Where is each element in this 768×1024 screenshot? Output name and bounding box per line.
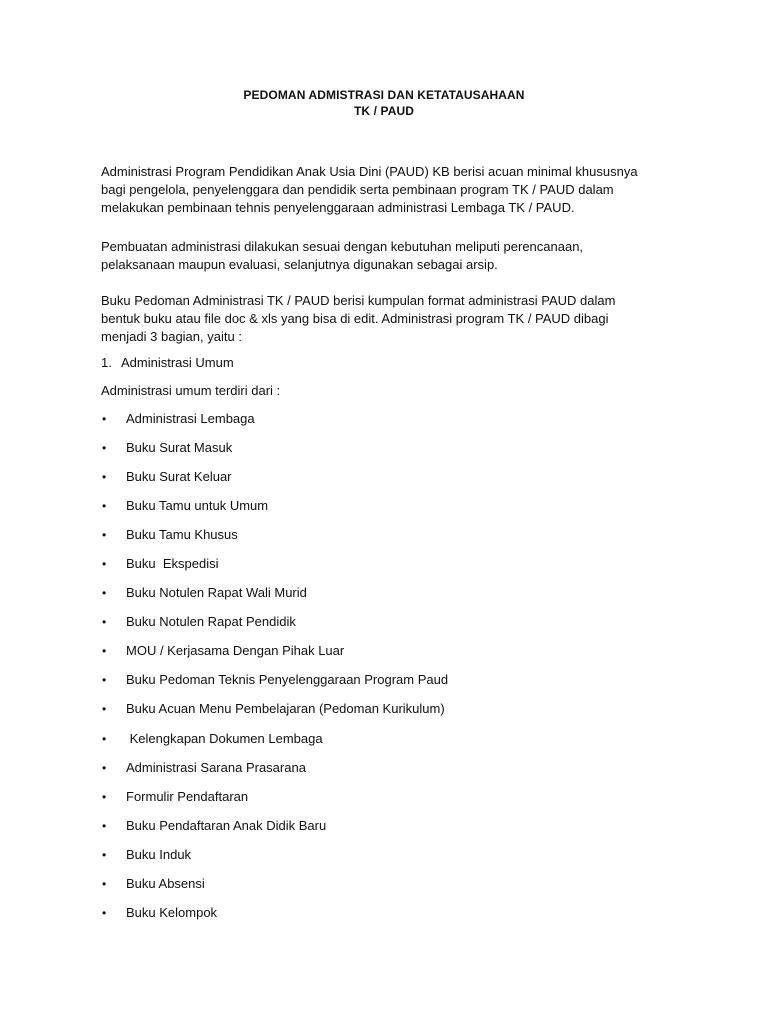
paragraph-line: Buku Pedoman Administrasi TK / PAUD berisi kumpulan format administrasi PAUD dalam <box>101 293 616 308</box>
bullet-icon: • <box>102 586 107 601</box>
paragraph-line: bagi pengelola, penyelenggara dan pendidik serta pembinaan program TK / PAUD dalam <box>101 182 614 197</box>
bullet-icon: • <box>102 499 107 514</box>
bullet-icon: • <box>102 412 107 426</box>
list-item-label: Formulir Pendaftaran <box>126 788 249 804</box>
paragraph-line: melakukan pembinaan tehnis penyelenggaraan administrasi Lembaga TK / PAUD. <box>101 200 575 215</box>
paragraph-line: Pembuatan administrasi dilakukan sesuai dengan kebutuhan meliputi perencanaan, <box>101 239 584 254</box>
bullet-icon: • <box>102 789 107 804</box>
list-item-label: Buku Acuan Menu Pembelajaran (Pedoman Kurikulum) <box>126 701 445 717</box>
list-item-label: Buku Kelompok <box>126 904 218 920</box>
list-item-label: Buku Ekspedisi <box>126 556 219 572</box>
bullet-icon: • <box>102 528 107 543</box>
bullet-icon: • <box>102 441 107 456</box>
list-item-label: Administrasi Sarana Prasarana <box>126 759 306 775</box>
list-item-label: Buku Absensi <box>126 875 205 891</box>
section-number: 1. <box>101 355 112 370</box>
bullet-icon: • <box>102 876 107 891</box>
bullet-icon: • <box>102 702 107 717</box>
bullet-icon: • <box>102 760 107 775</box>
bullet-icon: • <box>102 615 107 630</box>
bullet-icon: • <box>102 470 107 485</box>
paragraph-line: bentuk buku atau file doc & xls yang bisa di edit. Administrasi program TK / PAUD dibagi <box>101 311 609 326</box>
paragraph-line: menjadi 3 bagian, yaitu : <box>101 329 242 344</box>
list-item-label: Buku Induk <box>126 846 192 862</box>
bullet-icon: • <box>102 731 107 746</box>
paragraph-line: Administrasi Program Pendidikan Anak Usia Dini (PAUD) KB berisi acuan minimal khususnya <box>101 164 638 179</box>
list-item-label: Buku Surat Keluar <box>126 469 232 485</box>
section-heading <box>101 354 234 372</box>
bullet-icon: • <box>102 644 107 659</box>
list-item-label: Buku Notulen Rapat Wali Murid <box>126 585 307 601</box>
document-title: PEDOMAN ADMISTRASI DAN KETATAUSAHAAN <box>243 88 525 102</box>
paragraph-purpose <box>101 238 701 274</box>
document-subtitle: TK / PAUD <box>353 104 414 118</box>
bullet-icon: • <box>102 673 107 688</box>
list-item-label: Buku Pendaftaran Anak Didik Baru <box>126 817 327 833</box>
paragraph-contents <box>101 292 701 346</box>
list-item-label: Buku Pedoman Teknis Penyelenggaraan Program Paud <box>126 672 449 688</box>
paragraph-intro <box>101 163 701 217</box>
bullet-icon: • <box>102 818 107 833</box>
paragraph-line: pelaksanaan maupun evaluasi, selanjutnya digunakan sebagai arsip. <box>101 257 498 272</box>
bullet-icon: • <box>102 557 107 572</box>
list-item-label: MOU / Kerjasama Dengan Pihak Luar <box>126 643 345 659</box>
list-item-label: Buku Tamu untuk Umum <box>126 498 269 514</box>
bullet-icon: • <box>102 905 107 920</box>
list-item-label: Buku Notulen Rapat Pendidik <box>126 614 296 630</box>
list-item-label: Kelengkapan Dokumen Lembaga <box>126 730 323 746</box>
section-intro: Administrasi umum terdiri dari : <box>101 383 281 398</box>
section-title: Administrasi Umum <box>121 355 234 370</box>
list-item-label: Administrasi Lembaga <box>126 411 255 426</box>
list-item-label: Buku Surat Masuk <box>126 440 233 456</box>
bullet-icon: • <box>102 847 107 862</box>
list-item-label: Buku Tamu Khusus <box>126 527 238 543</box>
